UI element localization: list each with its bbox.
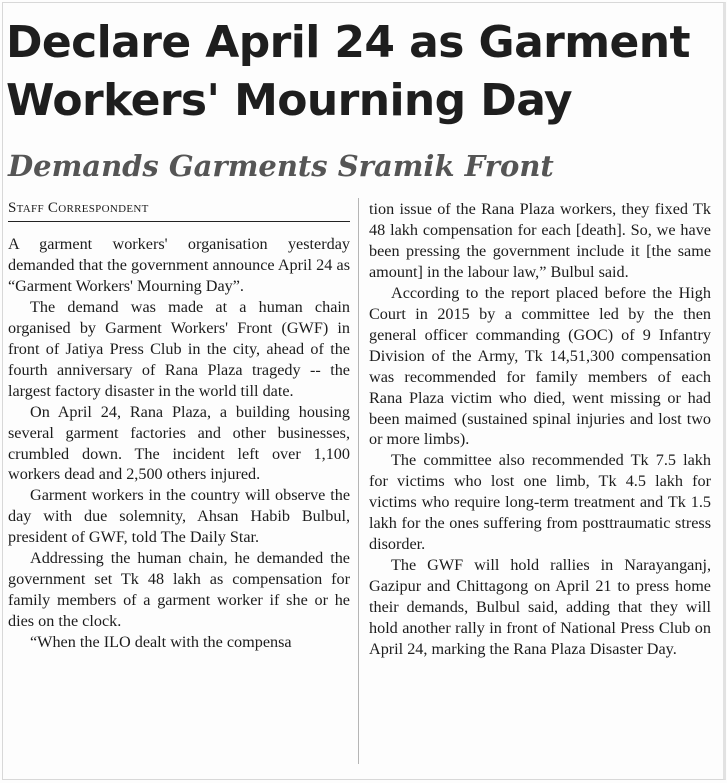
subheadline: Demands Garments Sramik Front xyxy=(8,149,554,183)
paragraph-2: The demand was made at a human chain organised by Garment Workers' Front (GWF) in front of Jatiya Press Club in the city, ahead of the fourth anniversary of Rana Plaza tragedy -- the largest factory disaster in the world till date. xyxy=(8,297,350,400)
paragraph-7: tion issue of the Rana Plaza workers, they fixed Tk 48 lakh compensation for each [death]. So, we have been pressing the government include it [the same amount] in the labour law,” Bulbul said. xyxy=(369,200,711,281)
paragraph-8: According to the report placed before the High Court in 2015 by a committee led by the then general officer commanding (GOC) of 9 Infantry Division of the Army, Tk 14,51,300 compensation was recommended for family members of each Rana Plaza victim who died, went missing or had been maimed (sustained spinal injuries and lost two or more limbs). xyxy=(369,283,711,449)
column-divider xyxy=(358,198,359,764)
paragraph-9: The committee also recommended Tk 7.5 lakh for victims who lost one limb, Tk 4.5 lakh for victims who require long-term treatment and Tk 1.5 lakh for the ones suffering from posttraumatic stress disorder. xyxy=(369,451,711,554)
paragraph-6: “When the ILO dealt with the compensa xyxy=(30,633,292,652)
headline-line-2: Workers' Mourning Day xyxy=(6,75,573,126)
article-column-left xyxy=(8,198,350,653)
byline: Staff Correspondent xyxy=(8,198,350,222)
paragraph-10: The GWF will hold rallies in Narayanganj, Gazipur and Chittagong on April 21 to press home their demands, Bulbul said, adding that they will hold another rally in front of National Press Club on April 24, marking the Rana Plaza Disaster Day. xyxy=(369,556,711,659)
headline-line-1: Declare April 24 as Garment xyxy=(6,17,690,68)
paragraph-5: Addressing the human chain, he demanded the government set Tk 48 lakh as compensation for family members of a garment worker if she or he dies on the clock. xyxy=(8,549,350,631)
article-column-right xyxy=(369,199,711,660)
paragraph-4: Garment workers in the country will observe the day with due solemnity, Ahsan Habib Bulbul, president of GWF, told The Daily Star. xyxy=(8,486,350,547)
headline xyxy=(6,14,721,130)
paragraph-1: A garment workers' organisation yesterday demanded that the government announce April 24 as “Garment Workers' Mourning Day”. xyxy=(8,235,350,295)
paragraph-3: On April 24, Rana Plaza, a building housing several garment factories and other businesses, crumbled down. The incident left over 1,100 workers dead and 2,500 others injured. xyxy=(8,402,350,484)
